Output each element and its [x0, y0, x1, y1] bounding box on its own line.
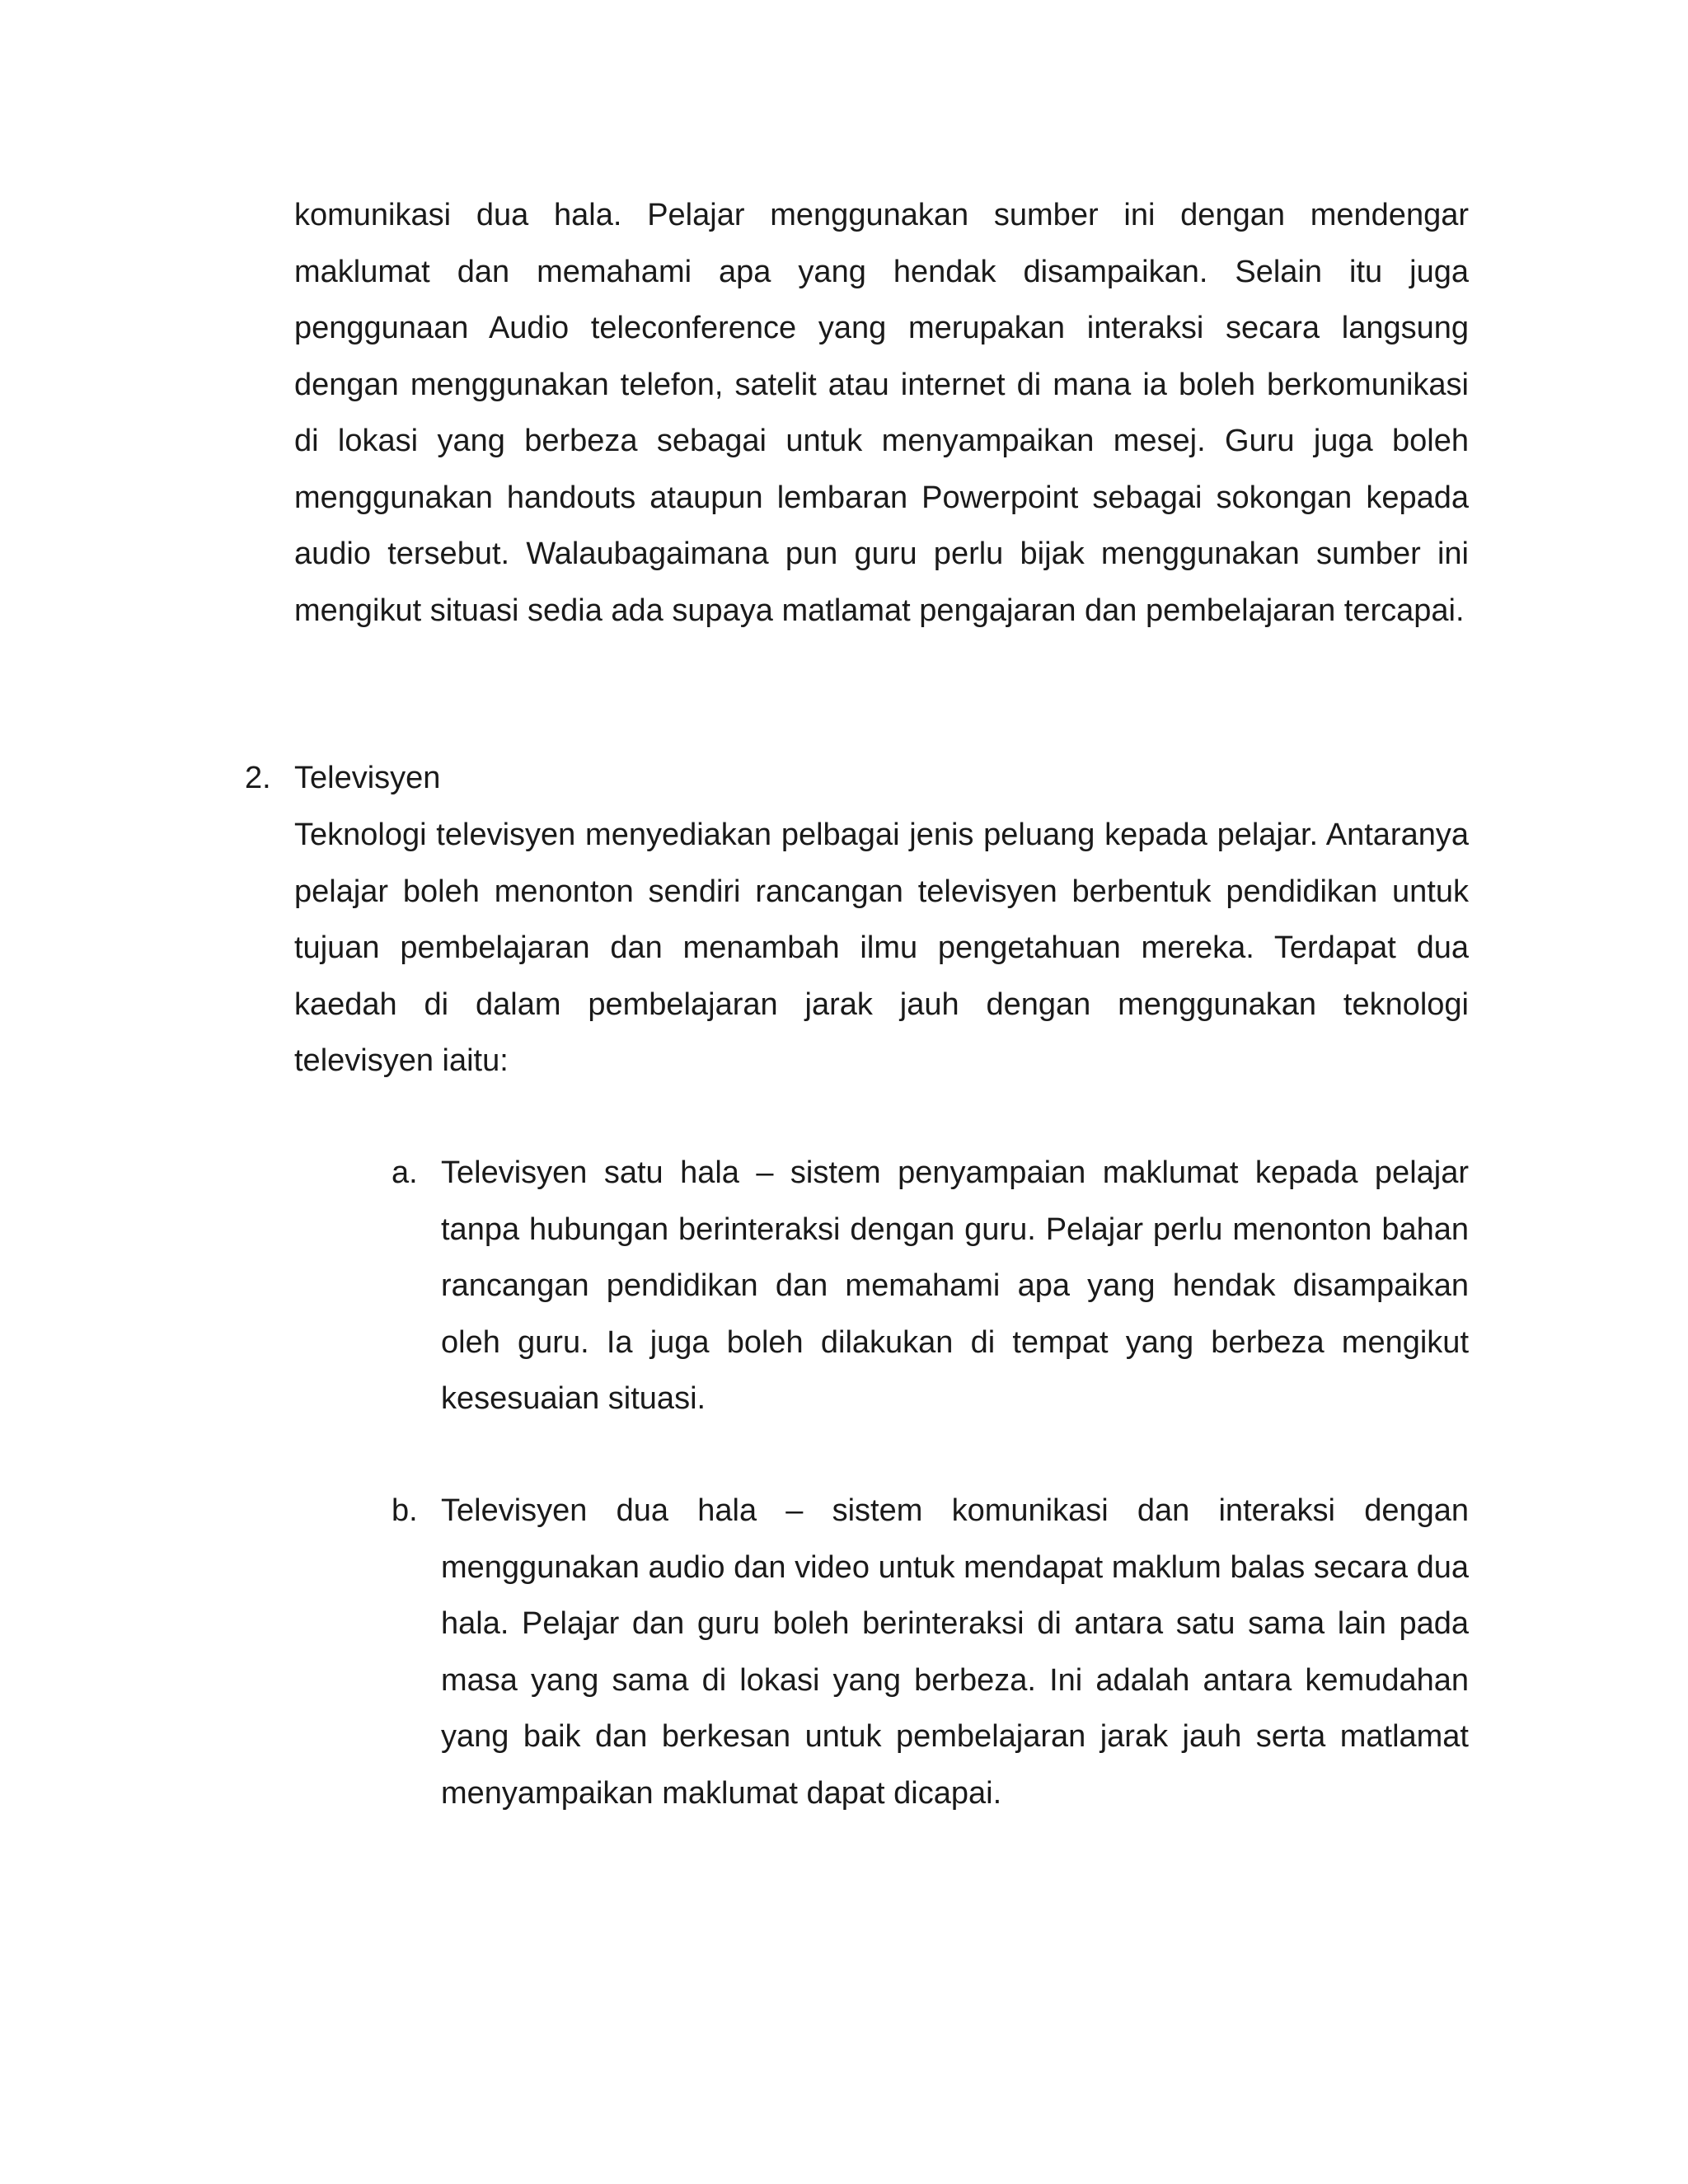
section-paragraph: Teknologi televisyen menyediakan pelbagai jenis peluang kepada pelajar. Antaranya pelajar boleh menonton sendiri rancangan televisyen berbentuk pendidikan untuk tujuan pembelajaran dan menambah ilmu pengetahuan mereka. Terdapat dua kaedah di dalam pembelajaran jarak jauh dengan menggunakan teknologi televisyen iaitu:	[294, 818, 1469, 1078]
sub-item-marker-b: b.	[392, 1493, 418, 1528]
section-heading: Televisyen	[294, 761, 441, 795]
intro-paragraph: komunikasi dua hala. Pelajar menggunakan sumber ini dengan mendengar maklumat dan memahami apa yang hendak disampaikan. Selain itu juga penggunaan Audio teleconference yang merupakan interaksi secara langsung dengan menggunakan telefon, satelit atau internet di mana ia boleh berkomunikasi di lokasi yang berbeza sebagai untuk menyampaikan mesej. Guru juga boleh menggunakan handouts ataupun lembaran Powerpoint sebagai sokongan kepada audio tersebut. Walaubagaimana pun guru perlu bijak menggunakan sumber ini mengikut situasi sedia ada supaya matlamat pengajaran dan pembelajaran tercapai.	[294, 198, 1469, 628]
sub-item-text-b: Televisyen dua hala – sistem komunikasi dan interaksi dengan menggunakan audio dan video untuk mendapat maklum balas secara dua hala. Pelajar dan guru boleh berinteraksi di antara satu sama lain pada masa yang sama di lokasi yang berbeza. Ini adalah antara kemudahan yang baik dan berkesan untuk pembelajaran jarak jauh serta matlamat menyampaikan maklumat dapat dicapai.	[441, 1493, 1469, 1811]
sub-item-marker-a: a.	[392, 1155, 418, 1190]
list-item-number: 2.	[245, 761, 271, 795]
sub-item-text-a: Televisyen satu hala – sistem penyampaian maklumat kepada pelajar tanpa hubungan berinteraksi dengan guru. Pelajar perlu menonton bahan rancangan pendidikan dan memahami apa yang hendak disampaikan oleh guru. Ia juga boleh dilakukan di tempat yang berbeza mengikut kesesuaian situasi.	[441, 1155, 1469, 1416]
